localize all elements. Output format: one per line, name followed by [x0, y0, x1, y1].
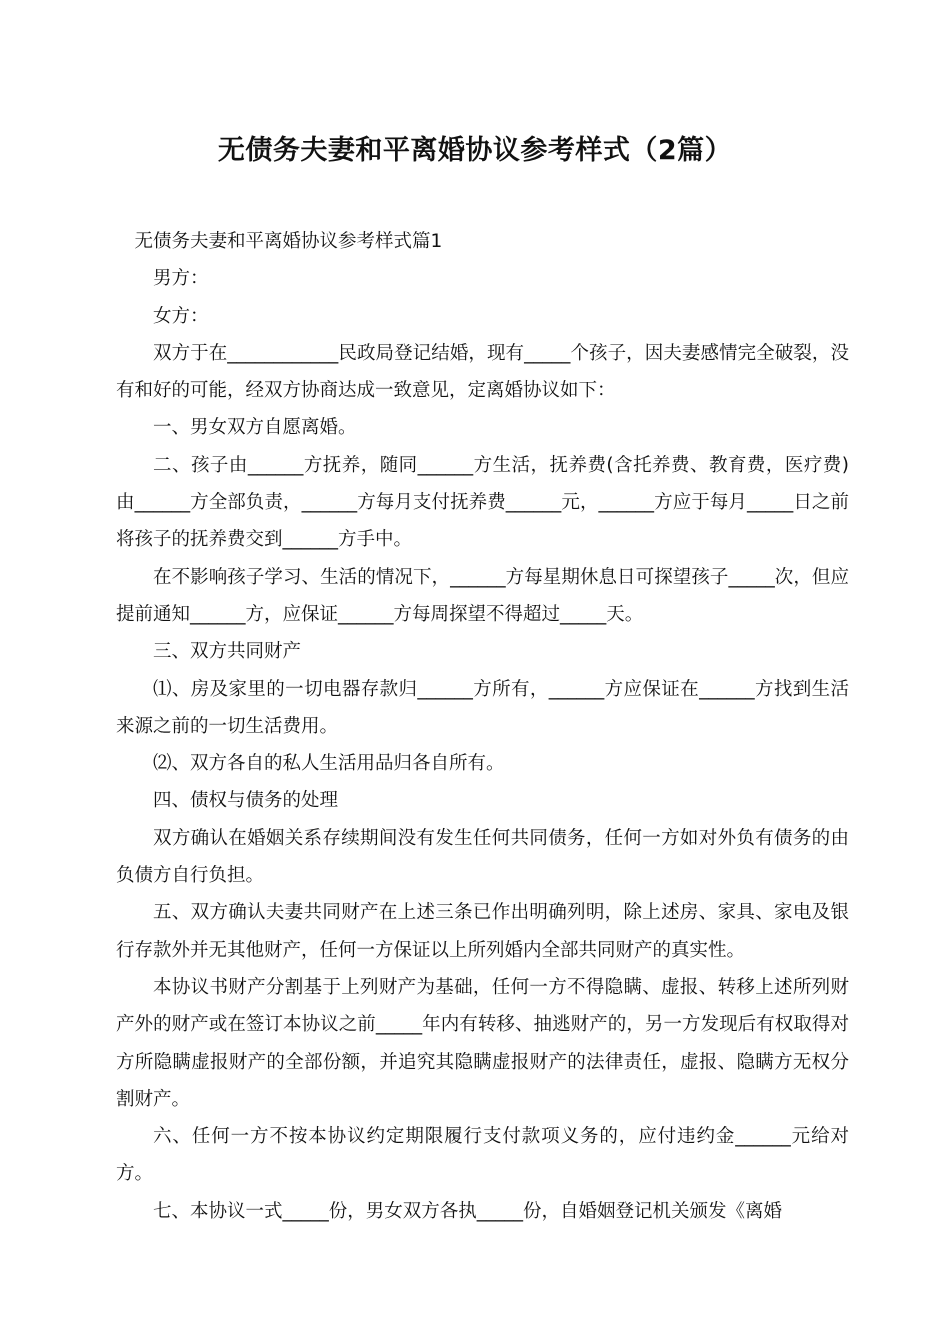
document-title: 无债务夫妻和平离婚协议参考样式（2篇） — [217, 135, 733, 166]
property-item-1: ⑴、房及家里的一切电器存款归______方所有，______方应保证在______方找到生活来源之前的一切生活费用。 — [116, 678, 849, 737]
clause-1: 一、男女双方自愿离婚。 — [153, 417, 357, 439]
clause-7: 七、本协议一式_____份，男女双方各执_____份，自婚姻登记机关颁发《离婚 — [153, 1200, 783, 1222]
clause-3-heading: 三、双方共同财产 — [153, 641, 302, 663]
debt-paragraph: 双方确认在婚姻关系存续期间没有发生任何共同债务，任何一方如对外负有债务的由负债方自行负担。 — [116, 827, 849, 887]
property-division-paragraph: 本协议书财产分割基于上列财产为基础，任何一方不得隐瞒、虚报、转移上述所列财产外的财产或在签订本协议之前_____年内有转移、抽逃财产的，另一方发现后有权取得对方所隐瞒虚报财产的全部份额，并追究其隐瞒虚报财产的法律责任，虚报、隐瞒方无权分割财产。 — [116, 976, 849, 1110]
section-subtitle: 无债务夫妻和平离婚协议参考样式篇1 — [134, 231, 443, 252]
clause-4-heading: 四、债权与债务的处理 — [153, 790, 339, 812]
visitation-paragraph: 在不影响孩子学习、生活的情况下，______方每星期休息日可探望孩子_____次，但应提前通知______方，应保证______方每周探望不得超过_____天。 — [116, 566, 849, 625]
marriage-info-paragraph: 双方于在____________民政局登记结婚，现有_____个孩子，因夫妻感情完全破裂，没有和好的可能，经双方协商达成一致意见，定离婚协议如下： — [116, 342, 849, 402]
clause-2-custody: 二、孩子由______方抚养，随同______方生活，抚养费(含托养费、教育费，医疗费)由______方全部负责，______方每月支付抚养费______元，______方应于每月_____日之前将孩子的抚养费交到______方手中。 — [116, 454, 849, 551]
female-party-line: 女方： — [153, 305, 209, 327]
clause-6: 六、任何一方不按本协议约定期限履行支付款项义务的，应付违约金______元给对方。 — [116, 1126, 849, 1185]
male-party-line: 男方： — [153, 268, 209, 290]
document-body — [116, 223, 849, 1230]
property-item-2: ⑵、双方各自的私人生活用品归各自所有。 — [153, 753, 505, 775]
clause-5: 五、双方确认夫妻共同财产在上述三条已作出明确列明，除上述房、家具、家电及银行存款外并无其他财产，任何一方保证以上所列婚内全部共同财产的真实性。 — [116, 902, 849, 961]
